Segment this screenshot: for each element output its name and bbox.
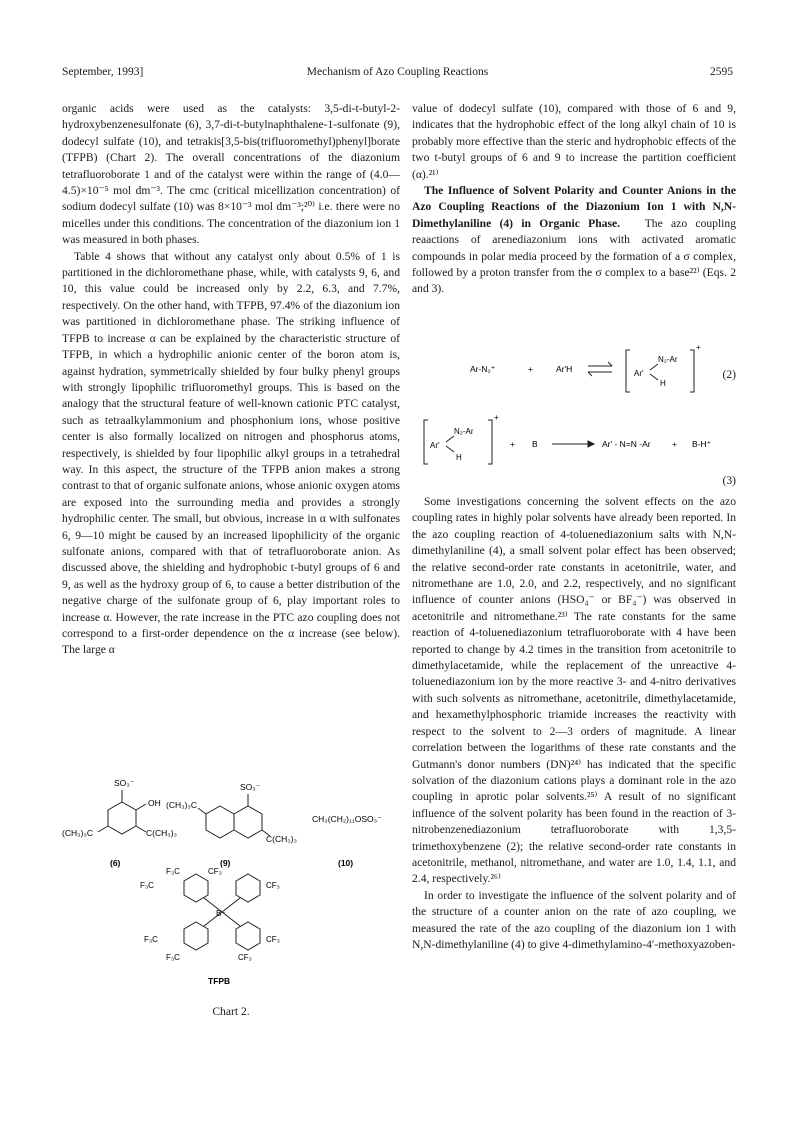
compound-6-label: (6): [110, 858, 121, 868]
eq3-plus1: +: [510, 439, 515, 449]
eq3-complex-h: H: [456, 453, 462, 462]
eq3-base: B: [532, 439, 538, 449]
so3-label-6: SO₃⁻: [114, 778, 135, 788]
eq2-reactant1: Ar-N₂⁺: [470, 364, 496, 374]
eq3-product: Ar' - N=N -Ar: [602, 439, 651, 449]
equation-2: [412, 338, 736, 398]
tfpb-f3c-2: F₃C: [140, 881, 154, 890]
left-column: [62, 101, 400, 659]
header-title: Mechanism of Azo Coupling Reactions: [306, 66, 489, 78]
right-column-top: [412, 101, 736, 298]
eq2-complex-h: H: [660, 379, 666, 388]
boron-label: B⁻: [216, 909, 226, 918]
tfpb-f3c-4: F₃C: [166, 953, 180, 962]
naphthalene-ring-b: [234, 806, 262, 838]
eq2-reactant2: Ar'H: [556, 364, 573, 374]
tbu-right-label-9: C(CH₃)₃: [266, 834, 297, 844]
eq3-byproduct: B-H⁺: [692, 439, 712, 449]
chart-caption: Chart 2.: [212, 1005, 250, 1018]
eq2-plus: +: [528, 364, 533, 374]
eq2-complex-n2ar: N₂-Ar: [658, 355, 678, 364]
eq2-charge: +: [696, 343, 701, 352]
tfpb-f3c-1: F₃C: [166, 867, 180, 876]
tfpb-cf3-2: CF₃: [266, 881, 280, 890]
paragraph: Table 4 shows that without any catalyst only about 0.5% of 1 is partitioned in the dichloromethane phase, while, with catalysts 9, 6, and 10, this value could be increased only by 2.2, 6.3, and 7.7%, respectively. On the other hand, with TFPB, 97.4% of the diazonium ion was partitioned in dichloromethane phase. The striking influence of TFPB to increase α can be explained by the characteristic structure of TFPB, in which a hydrophilic anionic center of the boron atom is, against hydration, symmetrically shielded by four bulky phenyl groups with strongly lipophilic trifluoromethyl groups. This is based on the analogy that the structural feature of well-known cationic PTC catalyst, such as tetraalkylammonium and phosphonium ions, whose positive center is also formally localized on nitrogen and phosphorus atoms, respectively, is shielded by four lipophilic alkyl groups in a tetrahedral way. In this aspect, the structure of the TFPB anion makes a strong contrast to that of organic sulfonate anions, whose anionic oxygen atoms are exposed into the surrounding media and provides a strongly hydrophilic center. The small, but obvious, increase in α with sulfonates 6, 9—10 might be caused by an increased lipophilicity of the organic sulfonate anions, compared with that of tetrafluoroborate anion. As discussed above, the shielding and hydrophobic t-butyl groups of 6 and 9, as well as the hydroxy group of 6, to cause a better distribution of the negative charge of the sulfonate group of 6, play important roles to increase α. However, the rate increase in the PTC azo coupling does not correspond to a first-order dependence on the α increase (see below). The large α: [62, 249, 400, 657]
tfpb-cf3-4: CF₃: [238, 953, 252, 962]
eq3-number: (3): [722, 474, 736, 487]
compound-10-label: (10): [338, 858, 354, 868]
tbu-right-label-6: C(CH₃)₃: [146, 828, 177, 838]
running-header: [62, 66, 733, 82]
so3-label-9: SO₃⁻: [240, 782, 261, 792]
chart-2-structures: [62, 762, 400, 1002]
section-heading: The Influence of Solvent Polarity and Counter Anions in the Azo Coupling Reactions of the Diazonium Ion 1 with N,N-Dimethylaniline (4) in Organic Phase.: [412, 184, 736, 230]
eq3-charge: +: [494, 413, 499, 422]
paragraph: In order to investigate the influence of the solvent polarity and of the structure of a counter anion on the rate of azo coupling, we measured the rate of the azo coupling of the diazonium ion 1 with N,N-dimethylaniline (4) to give 4-dimethylamino-4′-methoxyazoben-: [412, 888, 736, 951]
eq3-complex-ar: Ar': [430, 441, 440, 450]
tfpb-f3c-3: F₃C: [144, 935, 158, 944]
tbu-left-label-6: (CH₃)₃C: [62, 828, 93, 838]
eq3-complex-n2ar: N₂-Ar: [454, 427, 474, 436]
oh-label: OH: [148, 798, 161, 808]
section-text: The azo coupling reaactions of arenediazonium ions with activated aromatic compounds in polar media proceed by the formation of a σ complex, followed by a proton transfer from the σ complex to a base²²⁾ (Eqs. 2 and 3).: [412, 216, 736, 296]
dodecyl-sulfate-label: CH₃(CH₂)₁₁OSO₃⁻: [312, 814, 382, 824]
tbu-left-label-9: (CH₃)₃C: [166, 800, 197, 810]
paragraph: organic acids were used as the catalysts: 3,5-di-t-butyl-2-hydroxybenzenesulfonate (6), 3,7-di-t-butylnaphthalene-1-sulfonate (9), dodecyl sulfate (10), and tetrakis[3,5-bis(trifluoromethyl)phenyl]borate (TFPB) (Chart 2). The overall concentrations of the diazonium tetrafluoroborate 1 and of the catalyst were within the range of (4.0—4.5)×10⁻⁵ mol dm⁻³. The cmc (critical micellization concentration) of sodium dodecyl sulfate (10) was 8×10⁻³ mol dm⁻³;²⁰⁾ i.e. there were no micelles under this conditions. The concentration of the diazonium ion 1 was measured in both phases.: [62, 102, 400, 247]
right-column-bottom: [412, 494, 736, 953]
equation-3: [412, 412, 736, 492]
tfpb-label: TFPB: [208, 976, 231, 986]
section-paragraph: [412, 183, 736, 298]
eq2-complex-ar: Ar': [634, 369, 644, 378]
paragraph: Some investigations concerning the solvent effects on the azo coupling rates in highly polar solvents have already been reported. In the azo coupling reaction of 4-toluenediazonium salts with N,N-dimethylaniline (4), a small solvent polar effect has been observed; the relative second-order rate constants in acetonitrile, water, and nitromethane are 1.0, 2.0, and 2.2, respectively, and no significant influence of counter anions (HSO₄⁻ or BF₄⁻) was observed in acetonitrile and nitromethane.²³⁾ The rate constants for the same reaction of 4-toluenediazonium tetrafluoroborate with 4 have been reported to change by 4.2 times in the transition from acetonitrile to dimethylacetamide, while the replacement of the unreactive 4-toluenediazonium ion by the more reactive 3- and 4-nitro derivatives with such solvents as nitromethane, acetonitrile, dimethylacetamide, and hexamethylphosphoric triamide increases the reactivity with respect to the solvent to 2—3 orders of magnitude. A linear correlation between the logarithms of these rate constants and the Gutmann's donor numbers (DN)²⁴⁾ has indicated that the specific solvation of the diazonium cations plays a dominant role in the azo coupling in aprotic polar solvents.²⁵⁾ A result of no significant influence of the solvent polarity has been found in the reaction of 3-nitrobenzenediazonium tetrafluoroborate with 1,3,5-trimethoxybenzene (2); the relative second-order rate constants in acetonitrile, methanol, nitromethane, and water are 1.0, 1.4, 1.1, and 2.4, respectively.²⁶⁾: [412, 495, 736, 886]
eq2-number: (2): [722, 368, 736, 381]
naphthalene-ring-a: [206, 806, 234, 838]
benzene-ring-6: [108, 802, 136, 834]
tfpb-cf3-1: CF₃: [208, 867, 222, 876]
page-number: 2595: [710, 66, 733, 78]
paragraph: value of dodecyl sulfate (10), compared with those of 6 and 9, indicates that the hydrophobic effect of the long alkyl chain of 10 is probably more effective than the steric and hydrophobic effects of the two t-butyl groups of 6 and 9 to increase the partition coefficient (α).²¹⁾: [412, 102, 736, 181]
structures-drawing: [62, 762, 400, 1002]
compound-9-label: (9): [220, 858, 231, 868]
eq3-plus2: +: [672, 439, 677, 449]
header-date: September, 1993]: [62, 66, 144, 78]
tfpb-cf3-3: CF₃: [266, 935, 280, 944]
